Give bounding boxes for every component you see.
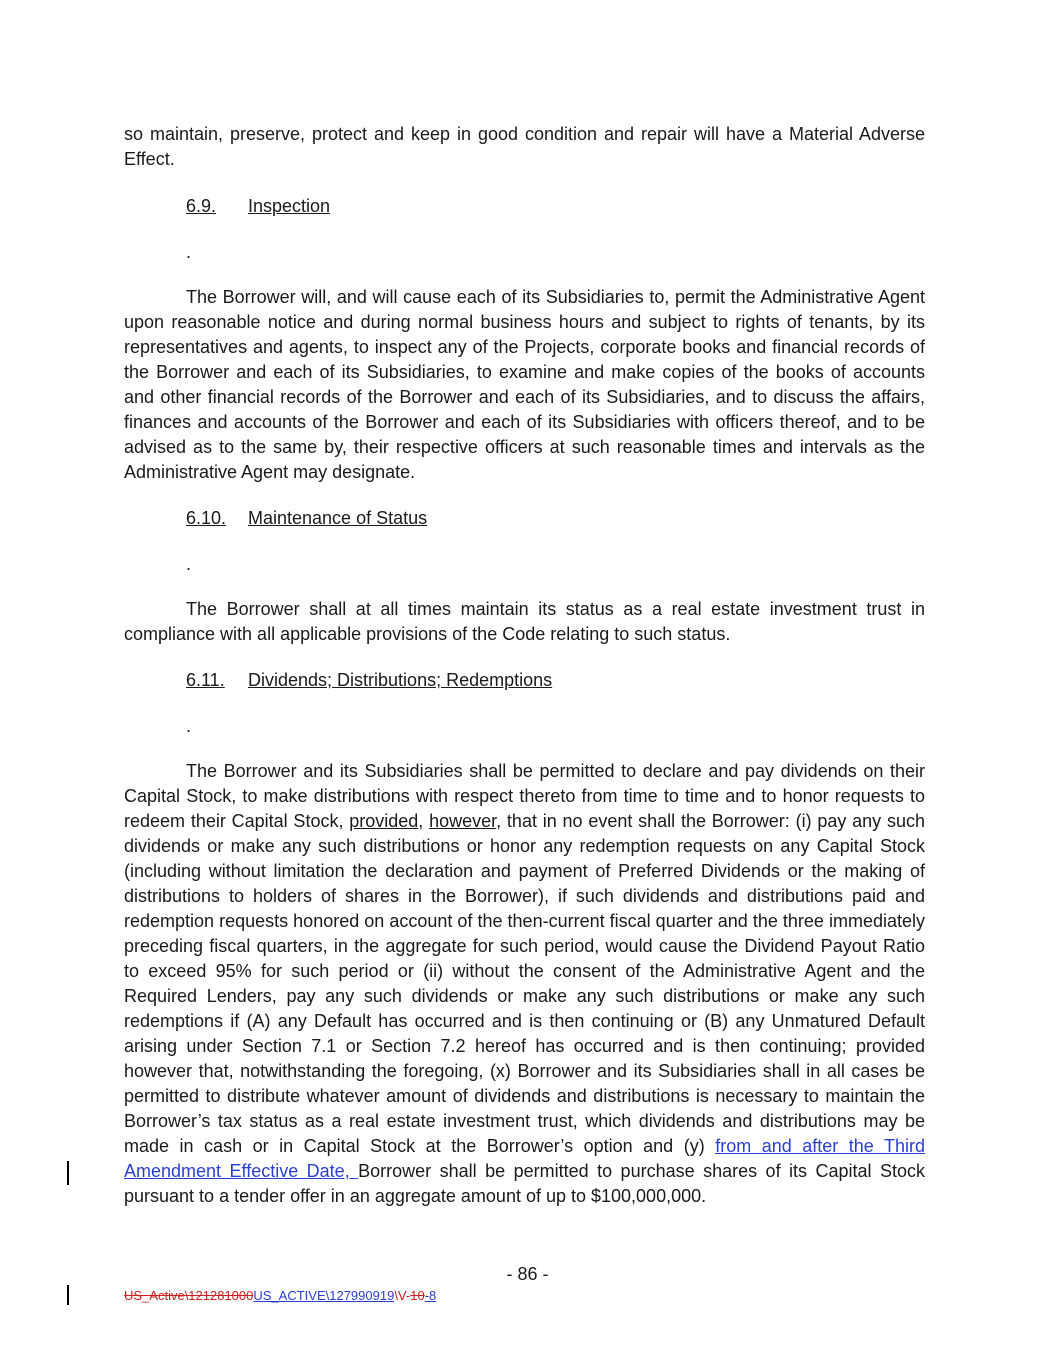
section-dot: .	[186, 554, 192, 574]
deleted-version: 10	[410, 1288, 425, 1303]
inserted-doc-id: US_ACTIVE\127990919	[253, 1288, 395, 1303]
comma: ,	[418, 811, 430, 831]
section-dot: .	[186, 242, 192, 262]
section-title: Maintenance of Status	[248, 508, 428, 528]
provided-term: provided	[349, 811, 419, 831]
inserted-version: -8	[424, 1288, 437, 1303]
section-title: Dividends; Distributions; Redemptions	[248, 670, 553, 690]
inserted-text: from and after the Third Amendment Effective Date,	[124, 1136, 925, 1181]
top-paragraph: so maintain, preserve, protect and keep in good condition and repair will have a Material Adverse Effect.	[124, 124, 925, 169]
however-term: however	[429, 811, 497, 831]
section-body-6-11	[124, 759, 925, 1209]
section-body-6-10: The Borrower shall at all times maintain its status as a real estate investment trust in compliance with all applicable provisions of the Code relating to such status.	[124, 599, 925, 644]
section-heading-6-9	[186, 194, 330, 219]
section-number: 6.9.	[186, 196, 217, 216]
section-number: 6.10.	[186, 508, 227, 528]
page-number: - 86 -	[506, 1264, 549, 1284]
change-bar	[67, 1285, 69, 1305]
section-heading-6-11	[186, 668, 552, 693]
section-dot: .	[186, 716, 192, 736]
section-body-6-9: The Borrower will, and will cause each of its Subsidiaries to, permit the Administrative Agent upon reasonable notice and during normal business hours and subject to rights of tenants, by its representatives and agents, to inspect any of the Projects, corporate books and financial records of the Borrower and each of its Subsidiaries, to examine and make copies of the books of accounts and other financial records of the Borrower and each of its Subsidiaries, and to discuss the affairs, finances and accounts of the Borrower and each of its Subsidiaries with officers thereof, and to be advised as to the same by, their respective officers at such reasonable times and intervals as the Administrative Agent may designate.	[124, 287, 925, 482]
version-prefix: \V-	[394, 1288, 411, 1303]
section-number: 6.11.	[186, 670, 225, 690]
body-text: Borrower shall be permitted to purchase shares of its Capital Stock pursuant to a tender offer in an aggregate amount of up to $100,000,000.	[124, 1161, 925, 1206]
change-bar	[67, 1161, 69, 1185]
document-id	[124, 1287, 436, 1305]
body-text: The Borrower and its Subsidiaries shall be permitted to declare and pay dividends on their Capital Stock, to make distributions with respect thereto from time to time and to honor requests to redeem their Capital Stock,	[124, 761, 925, 831]
section-title: Inspection	[248, 196, 331, 216]
section-heading-6-10	[186, 506, 427, 531]
deleted-doc-id: US_Active\121281000	[124, 1288, 254, 1303]
body-text: , that in no event shall the Borrower: (i) pay any such dividends or make any such distributions or honor any redemption requests on any Capital Stock (including without limitation the declaration and payment of Preferred Dividends or the making of distributions to holders of shares in the Borrower), if such dividends and distributions paid and redemption requests honored on account of the then-current fiscal quarter and the three immediately preceding fiscal quarters, in the aggregate for such period, would cause the Dividend Payout Ratio to exceed 95% for such period or (ii) without the consent of the Administrative Agent and the Required Lenders, pay any such dividends or make any such distributions or make any such redemptions if (A) any Default has occurred and is then continuing or (B) any Unmatured Default arising under Section 7.1 or Section 7.2 hereof has occurred and is then continuing; provided however that, notwithstanding the foregoing, (x) Borrower and its Subsidiaries shall in all cases be permitted to distribute whatever amount of dividends and distributions is necessary to maintain the Borrower’s tax status as a real estate investment trust, which dividends and distributions may be made in cash or in Capital Stock at the Borrower’s option and (y)	[124, 811, 925, 1156]
